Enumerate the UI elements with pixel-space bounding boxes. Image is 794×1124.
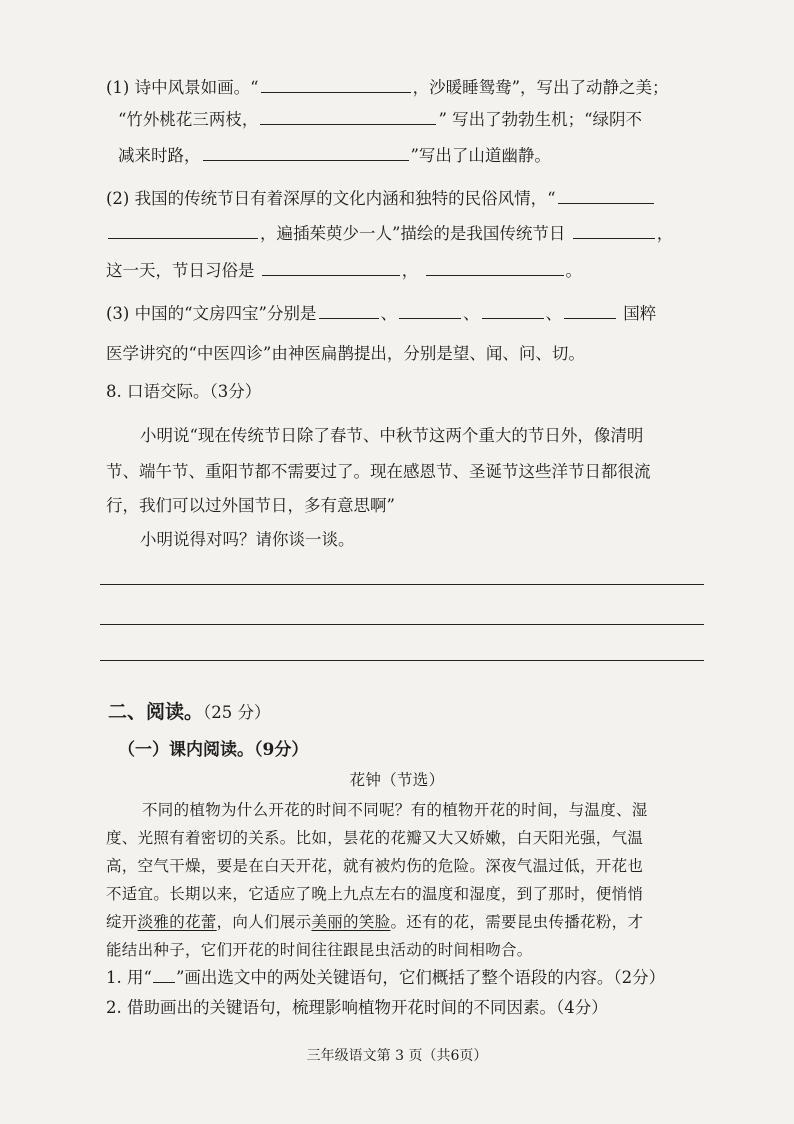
item-number: (3) [106, 304, 130, 323]
item-text: 这一天，节日习俗是 [106, 261, 255, 280]
passage-line: 不适宜。长期以来，它适应了晚上九点左右的温度和湿度，到了那时，便悄悄 [106, 885, 644, 903]
item-text: 医学讲究的“中医四诊”由神医扁鹊提出，分别是望、闻、问、切。 [106, 344, 585, 363]
separator: 、 [545, 304, 562, 323]
passage-line: 能结出种子，它们开花的时间往往跟昆虫活动的时间相吻合。 [106, 941, 533, 959]
passage-line: 度、光照有着密切的关系。比如，昙花的花瓣又大又娇嫩，白天阳光强，气温 [106, 829, 644, 847]
passage-line [106, 910, 643, 934]
item-text: ， [656, 224, 674, 243]
item-text: ，沙暖睡鸳鸯”，写出了动静之美； [412, 78, 669, 97]
item-text: ，遍插茱萸少一人”描绘的是我国传统节日 [260, 224, 566, 243]
q8-prompt: 小明说得对吗？请你谈一谈。 [140, 530, 355, 549]
answer-blank[interactable] [261, 76, 411, 93]
underlined-phrase: 美丽的笑脸 [311, 913, 391, 931]
answer-blank[interactable] [482, 302, 544, 319]
q7-item1-line2 [118, 108, 642, 132]
q8-paragraph-line: 节、端午节、重阳节都不需要过了。现在感恩节、圣诞节这些洋节日都很流 [106, 462, 651, 481]
q8-paragraph-line: 行，我们可以过外国节日，多有意思啊” [106, 496, 395, 515]
answer-blank[interactable] [426, 259, 564, 276]
answer-writing-line[interactable] [100, 584, 704, 585]
answer-blank[interactable] [564, 302, 616, 319]
text: ”画出选文中的两处关键语句，它们概括了整个语段的内容。（2分） [175, 968, 666, 987]
q7-item1-line1 [106, 76, 669, 100]
answer-blank[interactable] [260, 108, 436, 125]
text: 1. 用“ [106, 968, 152, 987]
answer-blank[interactable] [558, 187, 654, 204]
answer-blank[interactable] [319, 302, 379, 319]
item-text: 国粹 [623, 304, 657, 323]
text: 绽开 [106, 913, 138, 931]
q8-title: 8. 口语交际。（3分） [106, 382, 262, 401]
underlined-phrase: 淡雅的花蕾 [137, 913, 217, 931]
item-text: 中国的“文房四宝”分别是 [134, 304, 317, 323]
item-number: (1) [106, 78, 130, 97]
answer-blank[interactable] [399, 302, 461, 319]
q7-item2-line3 [106, 259, 582, 283]
section-score: （25 分） [203, 703, 271, 722]
part1-heading: （一）课内阅读。（9分） [118, 740, 309, 760]
underline-mark-sample [153, 972, 175, 983]
passage-title: 花钟（节选） [349, 771, 445, 789]
item-text: 。 [565, 261, 582, 280]
page-footer: 三年级语文第 3 页（共6页） [306, 1048, 488, 1064]
item-text: ”写出了山道幽静。 [410, 146, 551, 165]
answer-writing-line[interactable] [100, 660, 704, 661]
q7-item2-line2 [106, 222, 673, 246]
answer-writing-line[interactable] [100, 624, 704, 625]
answer-blank[interactable] [262, 259, 400, 276]
item-text: 我国的传统节日有着深厚的文化内涵和独特的民俗风情，“ [134, 189, 556, 208]
item-number: (2) [106, 189, 130, 208]
reading-question-1 [106, 966, 665, 990]
text: ，向人们展示 [216, 913, 312, 931]
q8-paragraph-line: 小明说“现在传统节日除了春节、中秋节这两个重大的节日外，像清明 [140, 426, 644, 445]
text: 。还有的花，需要昆虫传播花粉，才 [390, 913, 644, 931]
item-text: ， [401, 261, 419, 280]
item-text: ” 写出了勃勃生机；“绿阴不 [438, 110, 643, 129]
section2-heading [108, 700, 271, 725]
q7-item1-line3 [118, 144, 551, 168]
passage-line: 高，空气干燥，要是在白天开花，就有被灼伤的危险。深夜气温过低，开花也 [106, 857, 644, 875]
separator: 、 [463, 304, 480, 323]
q7-item3-line1 [106, 302, 656, 326]
item-text: 诗中风景如画。“ [134, 78, 259, 97]
passage-line: 不同的植物为什么开花的时间不同呢？有的植物开花的时间，与温度、湿 [142, 801, 648, 819]
reading-question-2: 2. 借助画出的关键语句，梳理影响植物开花时间的不同因素。（4分） [106, 998, 608, 1017]
q7-item2-line1 [106, 187, 656, 211]
item-text: 减来时路， [118, 146, 201, 165]
q7-item3-line2 [106, 342, 585, 366]
answer-blank[interactable] [573, 222, 655, 239]
separator: 、 [380, 304, 397, 323]
section-title: 二、阅读。 [108, 701, 204, 723]
answer-blank[interactable] [108, 222, 258, 239]
item-text: “竹外桃花三两枝， [118, 110, 259, 129]
answer-blank[interactable] [203, 144, 409, 161]
